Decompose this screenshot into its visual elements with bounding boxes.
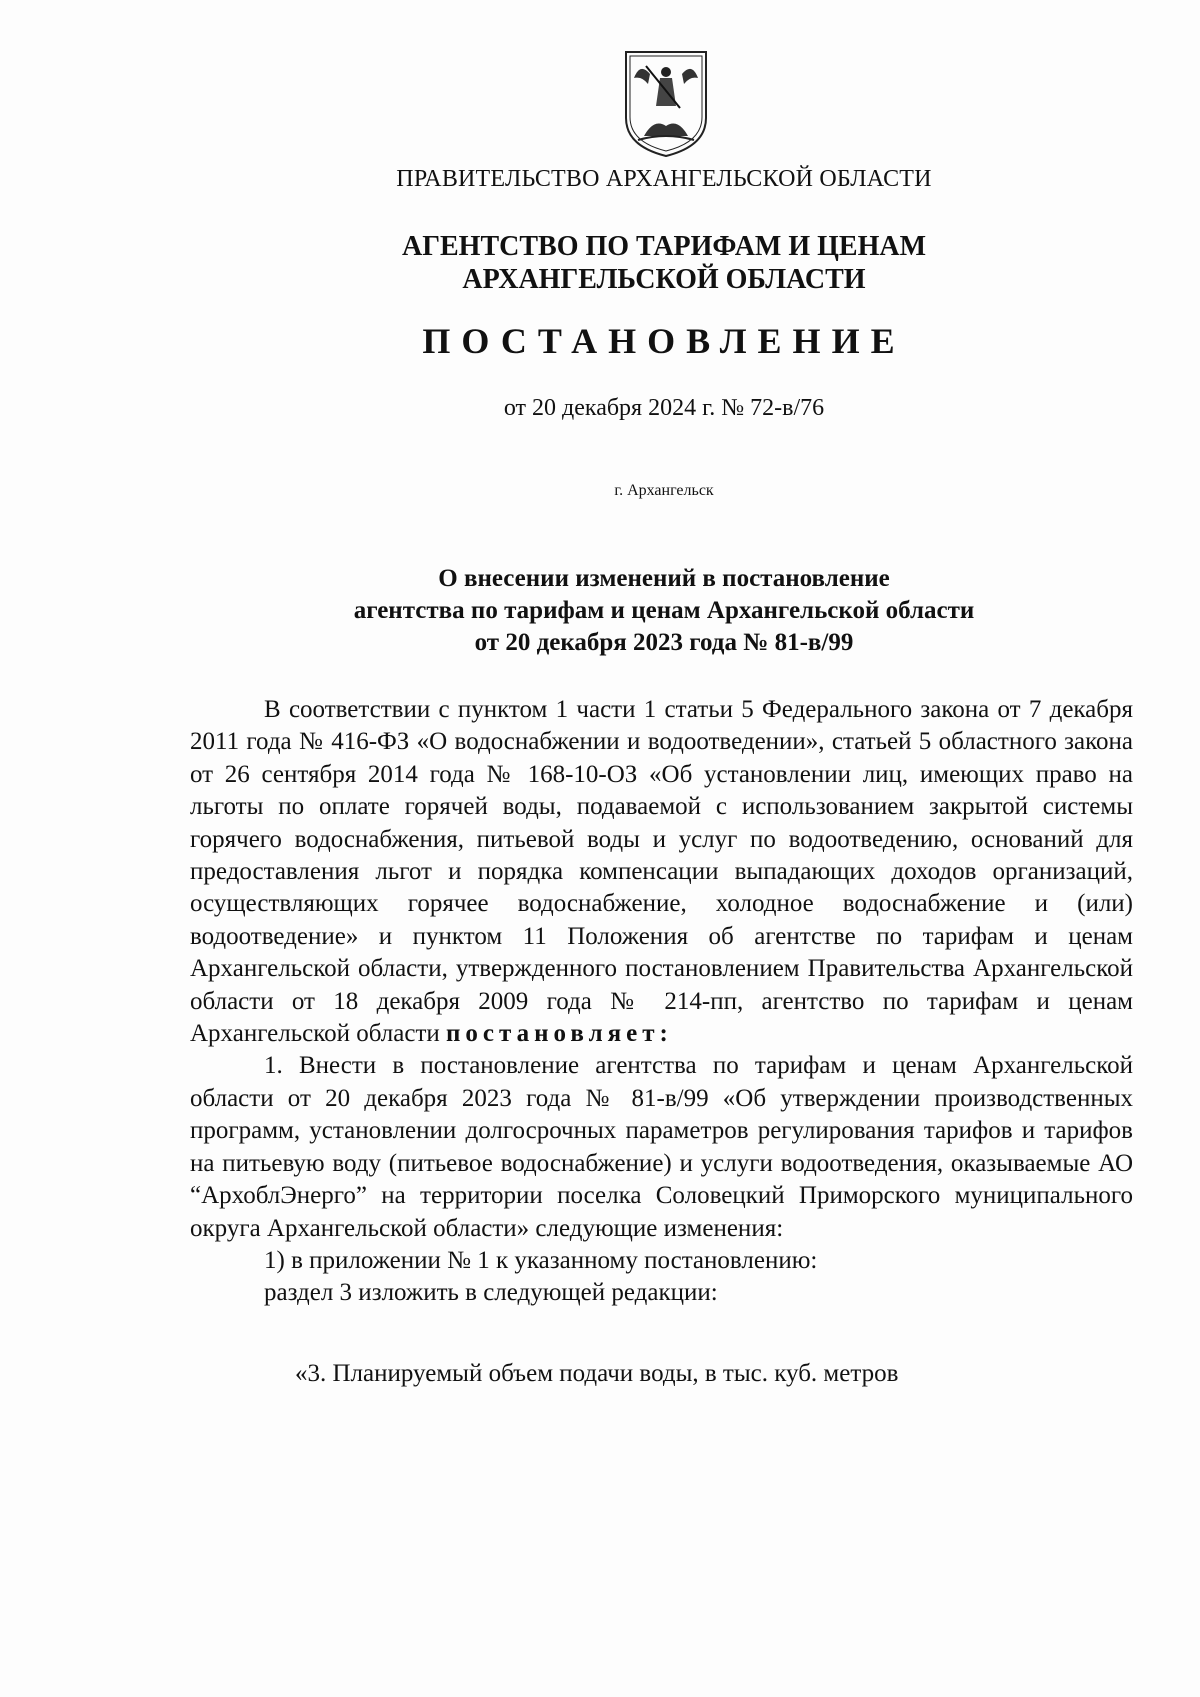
- subject-line2: агентства по тарифам и ценам Архангельской области: [353, 597, 975, 624]
- arkhangelsk-coat-of-arms-icon: [620, 48, 712, 158]
- document-body: [190, 694, 1133, 1310]
- resolves-word: постановляет:: [446, 1020, 673, 1048]
- item-1-paragraph: 1. Внести в постановление агентства по тарифам и ценам Архангельской области от 20 декабря 2023 года № 81-в/99 «Об утверждении производственных программ, установлении долгосрочных параметров регулирования тарифов и тарифов на питьевую воду (питьевое водоснабжение) и услуги водоотведения, оказываемые АО “АрхоблЭнерго” на территории поселка Соловецкий Приморского муниципального округа Архангельской области» следующие изменения:: [190, 1052, 1133, 1242]
- document-date-number: от 20 декабря 2024 г. № 72-в/76: [503, 395, 825, 421]
- section-instruction: раздел 3 изложить в следующей редакции:: [264, 1279, 718, 1307]
- agency-name: [0, 230, 1200, 296]
- preamble-text: В соответствии с пунктом 1 части 1 статьи 5 Федерального закона от 7 декабря 2011 года № 416-ФЗ «О водоснабжении и водоотведении», статьей 5 областного закона от 26 сентября 2014 года № 168-10-ОЗ «Об установлении лиц, имеющих право на льготы по оплате горячей воды, подаваемой с использованием закрытой системы горячего водоснабжения, питьевой воды и услуг по водоотведению, оснований для предоставления льгот и порядка компенсации выпадающих доходов организаций, осуществляющих горячее водоснабжение, холодное водоснабжение и (или) водоотведение» и пунктом 11 Положения об агентстве по тарифам и ценам Архангельской области, утвержденного постановлением Правительства Архангельской области от 18 декабря 2009 года № 214-пп, агентство по тарифам и ценам Архангельской области: [190, 696, 1133, 1048]
- government-name: ПРАВИТЕЛЬСТВО АРХАНГЕЛЬСКОЙ ОБЛАСТИ: [396, 166, 932, 192]
- document-type: ПОСТАНОВЛЕНИЕ: [422, 321, 906, 361]
- agency-name-line1: АГЕНТСТВО ПО ТАРИФАМ И ЦЕНАМ: [401, 231, 927, 262]
- document-city: г. Архангельск: [614, 482, 714, 499]
- subitem-1-paragraph: 1) в приложении № 1 к указанному постановлению:: [264, 1246, 818, 1274]
- document-subject: [0, 563, 1200, 659]
- subject-line1: О внесении изменений в постановление: [438, 565, 890, 592]
- section-3-title: «3. Планируемый объем подачи воды, в тыс. куб. метров: [295, 1360, 899, 1387]
- agency-name-line2: АРХАНГЕЛЬСКОЙ ОБЛАСТИ: [462, 264, 866, 295]
- preamble-paragraph: [190, 694, 1133, 1050]
- subject-line3: от 20 декабря 2023 года № 81-в/99: [474, 629, 854, 656]
